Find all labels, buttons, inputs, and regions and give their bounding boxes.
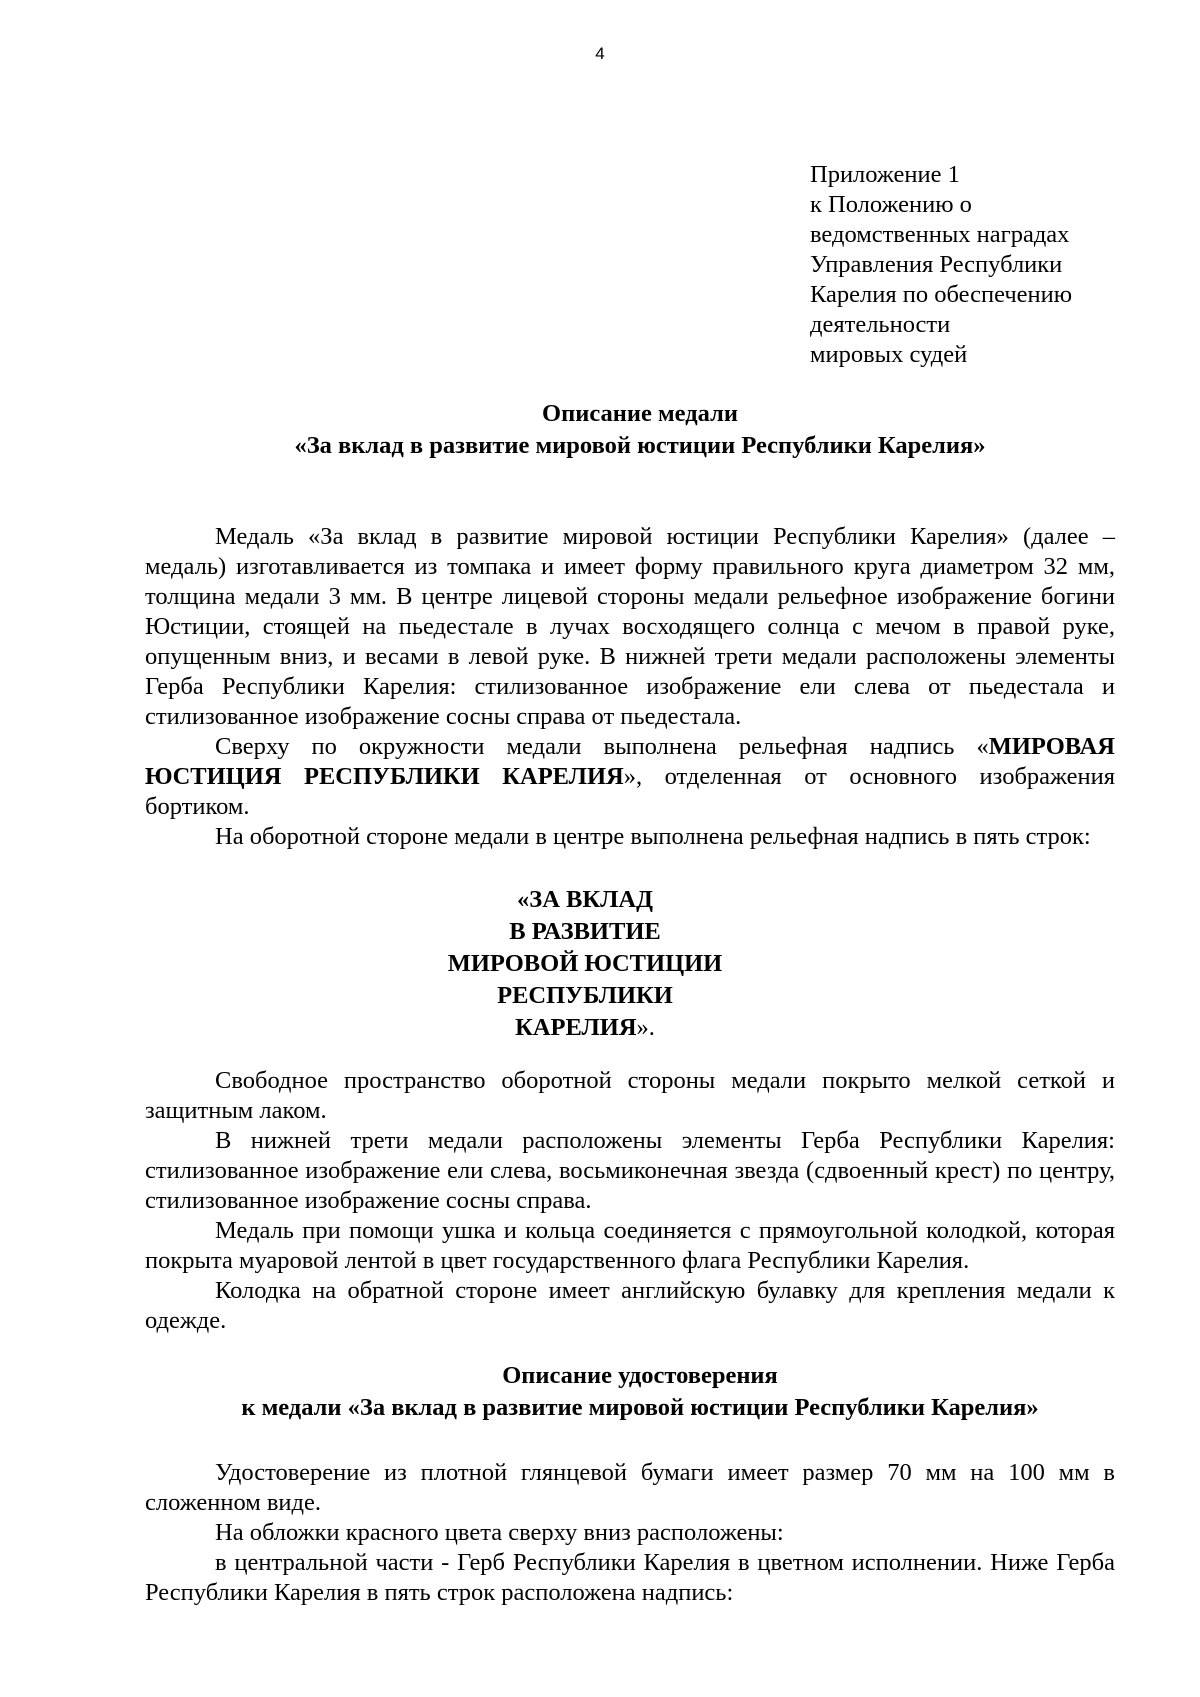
inscription-line: В РАЗВИТИЕ [509,918,661,945]
inscription-text: КАРЕЛИЯ [515,1014,637,1041]
appendix-line: к Положению о [810,191,972,218]
paragraph: Медаль «За вклад в развитие мировой юстиции Республики Карелия» (далее – медаль) изготавливается из томпака и имеет форму правильного круга диаметром 32 мм, толщина медали 3 мм. В центре лицевой стороны медали рельефное изображение богини Юстиции, стоящей на пьедестале в лучах восходящего солнца с мечом в правой руке, опущенным вниз, и весами в левой руке. В нижней трети медали расположены элементы Герба Республики Карелия: стилизованное изображение ели слева от пьедестала и стилизованное изображение сосны справа от пьедестала. [145,523,1115,730]
medal-heading-line2: «За вклад в развитие мировой юстиции Республики Карелия» [294,432,986,459]
appendix-line: деятельности [810,311,951,338]
paragraph: На оборотной стороне медали в центре выполнена рельефная надпись в пять строк: [215,823,1091,850]
paragraph: в центральной части - Герб Республики Карелия в цветном исполнении. Ниже Герба Республики Карелия в пять строк расположена надпись: [145,1549,1115,1606]
paragraph-text: », отделенная от основного изображения бортиком. [145,763,1115,820]
paragraph [145,732,1115,822]
certificate-heading [0,1360,1200,1424]
appendix-line: Карелия по обеспечению [810,281,1073,308]
inscription-line: МИРОВОЙ ЮСТИЦИИ [447,950,723,977]
inscription-line: «ЗА ВКЛАД [517,886,653,913]
medal-description [145,522,1115,852]
inscription-line [55,1012,1115,1044]
medal-description-continued [145,1066,1115,1336]
inscription-line: РЕСПУБЛИКИ [497,982,673,1009]
paragraph: Удостоверение из плотной глянцевой бумаги имеет размер 70 мм на 100 мм в сложенном виде. [145,1459,1115,1516]
paragraph: На обложки красного цвета сверху вниз расположены: [215,1519,784,1546]
certificate-heading-line2: к медали «За вклад в развитие мировой юстиции Республики Карелия» [241,1394,1039,1421]
appendix-line: мировых судей [810,341,968,368]
inscription-tail: ». [636,1014,655,1041]
page-number: 4 [595,44,605,63]
appendix-line: Управления Республики [810,251,1063,278]
paragraph-bold-text: МИРОВАЯ ЮСТИЦИЯ РЕСПУБЛИКИ КАРЕЛИЯ [145,733,1115,790]
paragraph: Свободное пространство оборотной стороны медали покрыто мелкой сеткой и защитным лаком. [145,1067,1115,1124]
paragraph-text: Сверху по окружности медали выполнена рельефная надпись « [215,733,989,760]
paragraph: Колодка на обратной стороне имеет английскую булавку для крепления медали к одежде. [145,1277,1115,1334]
medal-heading-line1: Описание медали [542,400,738,427]
certificate-heading-line1: Описание удостоверения [502,1362,778,1389]
certificate-description [145,1458,1115,1608]
appendix-line: Приложение 1 [810,161,960,188]
paragraph: Медаль при помощи ушка и кольца соединяется с прямоугольной колодкой, которая покрыта муаровой лентой в цвет государственного флага Республики Карелия. [145,1217,1115,1274]
appendix-note [810,160,1170,370]
reverse-inscription [145,884,1115,1044]
appendix-line: ведомственных наградах [810,221,1070,248]
paragraph: В нижней трети медали расположены элементы Герба Республики Карелия: стилизованное изображение ели слева, восьмиконечная звезда (сдвоенный крест) по центру, стилизованное изображение сосны справа. [145,1127,1115,1214]
medal-heading [0,398,1200,462]
